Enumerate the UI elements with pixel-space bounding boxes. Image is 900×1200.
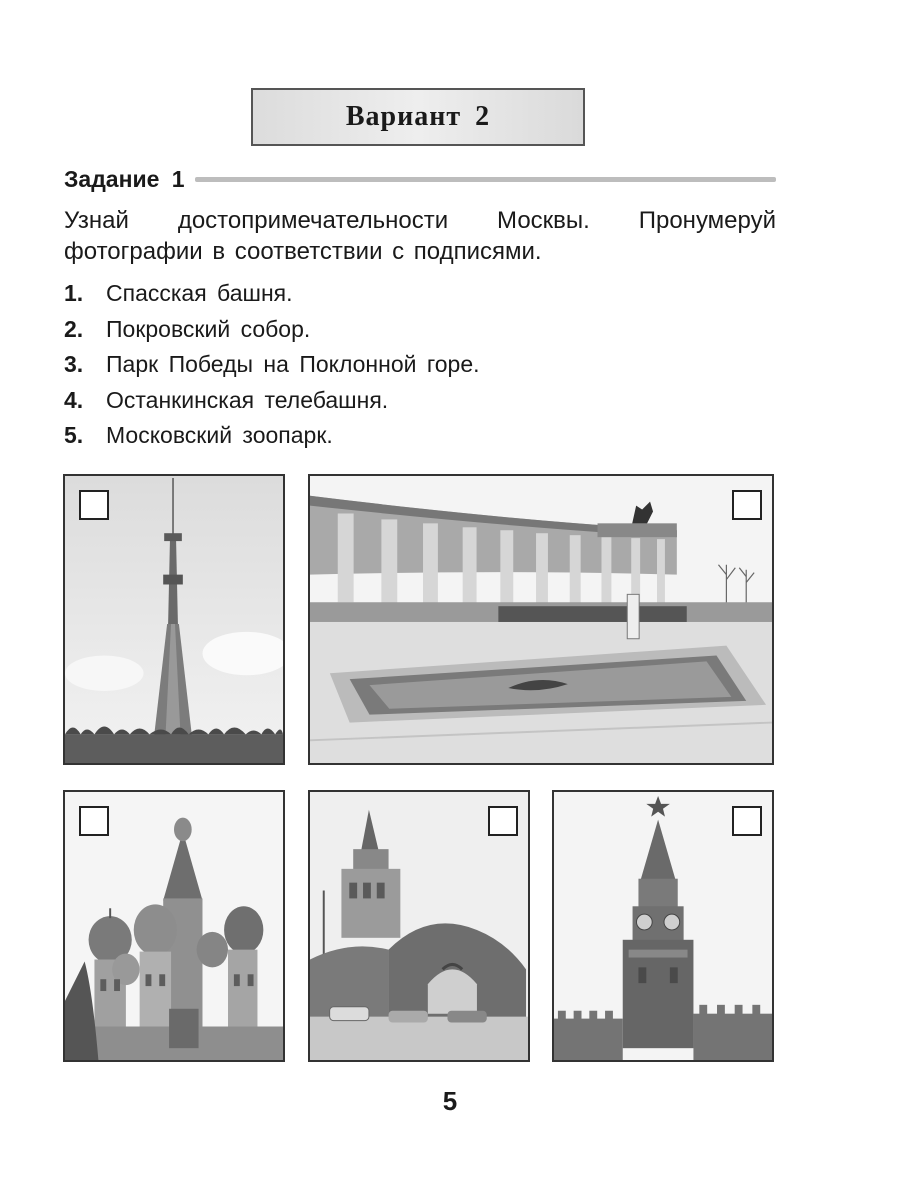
item-number: 5.	[64, 422, 84, 448]
task-divider	[195, 177, 776, 182]
item-text: Останкинская телебашня.	[106, 386, 389, 413]
list-item	[64, 418, 776, 454]
victory-park-illustration	[310, 476, 772, 763]
photo-moscow-zoo	[308, 790, 530, 1062]
item-number: 1.	[64, 280, 84, 306]
answer-checkbox[interactable]	[732, 806, 762, 836]
task-instruction: Узнай достопримечательности Москвы. Пронумеруй фотографии в соответствии с подписями.	[64, 207, 776, 265]
photo-ostankino-tower	[63, 474, 285, 765]
caption-list	[64, 276, 776, 454]
photo-victory-park	[308, 474, 774, 765]
list-item	[64, 312, 776, 348]
item-text: Московский зоопарк.	[106, 422, 333, 448]
variant-banner	[251, 88, 585, 146]
photo-st-basils-cathedral	[63, 790, 285, 1062]
item-text: Парк Победы на Поклонной горе.	[106, 351, 480, 377]
photo-spasskaya-tower	[552, 790, 774, 1062]
answer-checkbox[interactable]	[79, 490, 109, 520]
task-title: Задание 1	[64, 165, 185, 192]
variant-title: Вариант 2	[345, 101, 491, 132]
item-number: 3.	[64, 351, 84, 377]
task-header	[64, 164, 776, 194]
item-number: 2.	[64, 315, 84, 342]
answer-checkbox[interactable]	[732, 490, 762, 520]
page-number: 5	[442, 1086, 458, 1116]
list-item	[64, 347, 776, 383]
answer-checkbox[interactable]	[488, 806, 518, 836]
list-item	[64, 383, 776, 419]
list-item	[64, 276, 776, 312]
item-text: Спасская башня.	[106, 280, 293, 306]
answer-checkbox[interactable]	[79, 806, 109, 836]
item-number: 4.	[64, 386, 84, 413]
item-text: Покровский собор.	[106, 315, 311, 342]
